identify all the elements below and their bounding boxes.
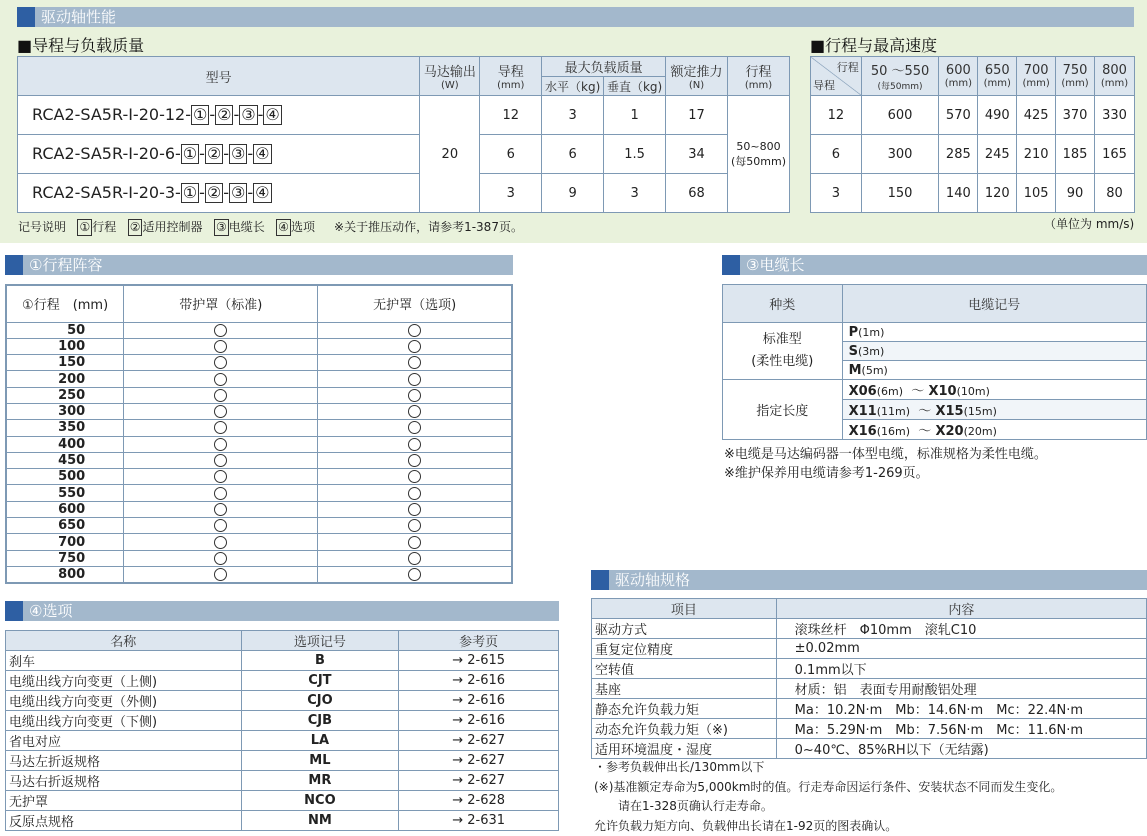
option-page: → 2-627 xyxy=(399,771,559,791)
available-mark-icon xyxy=(408,356,421,369)
available-mark-icon xyxy=(214,487,227,500)
with-cover-cell xyxy=(124,518,318,534)
spec-item: 重复定位精度 xyxy=(592,639,777,659)
vertical-cell: 1.5 xyxy=(604,135,666,174)
with-cover-cell xyxy=(124,387,318,403)
h-cable-code: 电缆记号 xyxy=(842,285,1146,323)
thrust-cell: 17 xyxy=(666,96,728,135)
stroke-row xyxy=(6,550,512,566)
spec-content: Ma：10.2N·m Mb：14.6N·m Mc：22.4N·m xyxy=(776,699,1146,719)
spec-title-bar xyxy=(591,570,1147,590)
without-cover-cell xyxy=(318,518,512,534)
with-cover-cell xyxy=(124,436,318,452)
available-mark-icon xyxy=(214,519,227,532)
model-row xyxy=(18,135,790,174)
options-title: ④选项 xyxy=(29,602,73,620)
option-page: → 2-615 xyxy=(399,651,559,671)
option-page: → 2-627 xyxy=(399,751,559,771)
option-page: → 2-628 xyxy=(399,791,559,811)
horizontal-cell: 9 xyxy=(542,174,604,213)
speed-col-header: 700 (mm) xyxy=(1017,57,1056,96)
stroke-value: 250 xyxy=(6,387,124,403)
speed-col-header: 800 (mm) xyxy=(1095,57,1135,96)
with-cover-cell xyxy=(124,485,318,501)
h-lead: 导程 (mm) xyxy=(480,57,542,96)
without-cover-cell xyxy=(318,355,512,371)
available-mark-icon xyxy=(408,389,421,402)
spec-item: 静态允许负载力矩 xyxy=(592,699,777,719)
option-page: → 2-616 xyxy=(399,711,559,731)
without-cover-cell xyxy=(318,566,512,583)
speed-col-header: 650 (mm) xyxy=(978,57,1017,96)
stroke-value: 200 xyxy=(6,371,124,387)
spec-item: 基座 xyxy=(592,679,777,699)
with-cover-cell xyxy=(124,355,318,371)
spec-item: 空转值 xyxy=(592,659,777,679)
h-without-cover: 无护罩（选项) xyxy=(318,285,512,322)
speed-heading: ■行程与最高速度 xyxy=(810,36,938,55)
stroke-value: 150 xyxy=(6,355,124,371)
cable-code-row: M(5m) xyxy=(842,361,1146,380)
stroke-value: 550 xyxy=(6,485,124,501)
section-marker xyxy=(5,255,23,275)
available-mark-icon xyxy=(408,519,421,532)
stroke-value: 700 xyxy=(6,534,124,550)
spec-item: 动态允许负载力矩（※) xyxy=(592,719,777,739)
stroke-row xyxy=(6,485,512,501)
available-mark-icon xyxy=(214,405,227,418)
available-mark-icon xyxy=(408,405,421,418)
without-cover-cell xyxy=(318,452,512,468)
stroke-row xyxy=(6,420,512,436)
option-page: → 2-627 xyxy=(399,731,559,751)
h-option-name: 名称 xyxy=(6,631,242,651)
spec-row xyxy=(592,659,1147,679)
option-row xyxy=(6,791,559,811)
performance-title: 驱动轴性能 xyxy=(41,8,117,26)
available-mark-icon xyxy=(214,324,227,337)
lead-load-heading: ■导程与负载质量 xyxy=(17,36,145,55)
cable-title-bar xyxy=(722,255,1147,275)
available-mark-icon xyxy=(408,454,421,467)
spec-table xyxy=(591,598,1147,759)
available-mark-icon xyxy=(408,438,421,451)
h-with-cover: 带护罩（标准) xyxy=(124,285,318,322)
stroke-row xyxy=(6,355,512,371)
available-mark-icon xyxy=(214,438,227,451)
lead-load-table xyxy=(17,56,790,213)
h-model: 型号 xyxy=(18,57,420,96)
speed-row: 12 600 570 490 425 370 330 xyxy=(811,96,1135,135)
without-cover-cell xyxy=(318,485,512,501)
available-mark-icon xyxy=(214,454,227,467)
speed-col-header: 600 (mm) xyxy=(939,57,978,96)
spec-item: 驱动方式 xyxy=(592,619,777,639)
with-cover-cell xyxy=(124,534,318,550)
stroke-value: 100 xyxy=(6,338,124,354)
available-mark-icon xyxy=(408,552,421,565)
stroke-value: 650 xyxy=(6,518,124,534)
option-name: 反原点规格 xyxy=(6,811,242,831)
stroke-title-bar xyxy=(5,255,513,275)
option-code: NCO xyxy=(241,791,399,811)
spec-content: ±0.02mm xyxy=(776,639,1146,659)
horizontal-cell: 3 xyxy=(542,96,604,135)
h-option-page: 参考页 xyxy=(399,631,559,651)
option-row xyxy=(6,711,559,731)
h-maxload: 最大负载质量 xyxy=(542,57,666,77)
option-name: 电缆出线方向变更（外侧) xyxy=(6,691,242,711)
stroke-title: ①行程阵容 xyxy=(29,256,103,274)
stroke-value: 300 xyxy=(6,403,124,419)
available-mark-icon xyxy=(408,568,421,581)
with-cover-cell xyxy=(124,403,318,419)
spec-content: 0~40℃、85%RH以下（无结露) xyxy=(776,739,1146,759)
without-cover-cell xyxy=(318,436,512,452)
available-mark-icon xyxy=(214,373,227,386)
stroke-value: 750 xyxy=(6,550,124,566)
model-cell: RCA2-SA5R-I-20-12- ① - ② - ③ - ④ xyxy=(18,96,420,135)
available-mark-icon xyxy=(408,536,421,549)
stroke-row xyxy=(6,518,512,534)
options-table xyxy=(5,630,559,831)
stroke-value: 500 xyxy=(6,469,124,485)
section-marker xyxy=(17,7,35,27)
option-row xyxy=(6,731,559,751)
spec-content: 材质：铝 表面专用耐酸铝处理 xyxy=(776,679,1146,699)
lead-cell: 3 xyxy=(480,174,542,213)
option-code: MR xyxy=(241,771,399,791)
h-spec-item: 项目 xyxy=(592,599,777,619)
without-cover-cell xyxy=(318,403,512,419)
without-cover-cell xyxy=(318,338,512,354)
speed-col-header: 750 (mm) xyxy=(1056,57,1095,96)
stroke-value: 350 xyxy=(6,420,124,436)
thrust-cell: 68 xyxy=(666,174,728,213)
option-page: → 2-631 xyxy=(399,811,559,831)
stroke-value: 800 xyxy=(6,566,124,583)
option-page: → 2-616 xyxy=(399,691,559,711)
model-row xyxy=(18,174,790,213)
available-mark-icon xyxy=(214,470,227,483)
option-code: CJO xyxy=(241,691,399,711)
h-stroke-mm: ①行程 (mm) xyxy=(6,285,124,322)
section-marker xyxy=(591,570,609,590)
cable-code-row: S(3m) xyxy=(842,342,1146,361)
stroke-range-cell: 50~800 (每50mm) xyxy=(727,96,789,213)
available-mark-icon xyxy=(408,373,421,386)
section-marker xyxy=(5,601,23,621)
available-mark-icon xyxy=(408,503,421,516)
option-name: 刹车 xyxy=(6,651,242,671)
speed-col-header: 50 ～550 (每50mm) xyxy=(861,57,939,96)
option-row xyxy=(6,751,559,771)
stroke-row xyxy=(6,469,512,485)
stroke-row xyxy=(6,338,512,354)
option-name: 电缆出线方向变更（上侧) xyxy=(6,671,242,691)
without-cover-cell xyxy=(318,322,512,338)
speed-row: 6 300 285 245 210 185 165 xyxy=(811,135,1135,174)
performance-title-bar xyxy=(17,7,1134,27)
speed-unit-note: （单位为 mm/s) xyxy=(1044,217,1135,231)
without-cover-cell xyxy=(318,371,512,387)
model-row xyxy=(18,96,790,135)
cable-code-row: X16(16m) ～ X20(20m) xyxy=(842,420,1146,440)
model-cell: RCA2-SA5R-I-20-3- ① - ② - ③ - ④ xyxy=(18,174,420,213)
stroke-table xyxy=(5,284,513,584)
spec-title: 驱动轴规格 xyxy=(615,571,691,589)
stroke-row xyxy=(6,566,512,583)
available-mark-icon xyxy=(408,487,421,500)
option-code: NM xyxy=(241,811,399,831)
cable-notes: ※电缆是马达编码器一体型电缆，标准规格为柔性电缆。 ※维护保养用电缆请参考1-269页。 xyxy=(724,447,1047,481)
stroke-value: 400 xyxy=(6,436,124,452)
spec-content: 滚珠丝杆 Φ10mm 滚轧C10 xyxy=(776,619,1146,639)
available-mark-icon xyxy=(408,324,421,337)
available-mark-icon xyxy=(214,568,227,581)
without-cover-cell xyxy=(318,501,512,517)
with-cover-cell xyxy=(124,469,318,485)
stroke-row xyxy=(6,534,512,550)
stroke-row xyxy=(6,403,512,419)
model-cell: RCA2-SA5R-I-20-6- ① - ② - ③ - ④ xyxy=(18,135,420,174)
stroke-row xyxy=(6,387,512,403)
spec-notes: ・参考负载伸出长/130mm以下 (※)基准额定寿命为5,000km时的值。行走寿命因运行条件、安装状态不同而发生变化。 请在1-328页确认行走寿命。 允许负载力矩方向、负载伸出长请在1-92页的图表确认。 xyxy=(594,760,1063,833)
spec-row xyxy=(592,619,1147,639)
without-cover-cell xyxy=(318,550,512,566)
h-motor: 马达输出 (W) xyxy=(420,57,480,96)
spec-content: 0.1mm以下 xyxy=(776,659,1146,679)
section-marker xyxy=(722,255,740,275)
cable-code-row: X11(11m) ～ X15(15m) xyxy=(842,400,1146,420)
with-cover-cell xyxy=(124,371,318,387)
thrust-cell: 34 xyxy=(666,135,728,174)
option-code: CJT xyxy=(241,671,399,691)
option-code: LA xyxy=(241,731,399,751)
cable-type-specified: 指定长度 xyxy=(723,380,843,440)
available-mark-icon xyxy=(408,470,421,483)
speed-table xyxy=(810,56,1135,213)
without-cover-cell xyxy=(318,387,512,403)
available-mark-icon xyxy=(214,536,227,549)
spec-row xyxy=(592,679,1147,699)
with-cover-cell xyxy=(124,501,318,517)
option-code: CJB xyxy=(241,711,399,731)
available-mark-icon xyxy=(214,389,227,402)
available-mark-icon xyxy=(214,503,227,516)
option-name: 省电对应 xyxy=(6,731,242,751)
option-page: → 2-616 xyxy=(399,671,559,691)
option-row xyxy=(6,671,559,691)
with-cover-cell xyxy=(124,550,318,566)
stroke-row xyxy=(6,501,512,517)
option-row xyxy=(6,811,559,831)
cable-type-standard: 标准型 (柔性电缆) xyxy=(723,323,843,380)
available-mark-icon xyxy=(408,421,421,434)
stroke-value: 450 xyxy=(6,452,124,468)
without-cover-cell xyxy=(318,469,512,485)
cable-table xyxy=(722,284,1147,440)
stroke-row xyxy=(6,322,512,338)
with-cover-cell xyxy=(124,566,318,583)
option-row xyxy=(6,651,559,671)
without-cover-cell xyxy=(318,420,512,436)
with-cover-cell xyxy=(124,452,318,468)
available-mark-icon xyxy=(214,356,227,369)
option-name: 电缆出线方向变更（下侧) xyxy=(6,711,242,731)
spec-row xyxy=(592,719,1147,739)
spec-row xyxy=(592,739,1147,759)
without-cover-cell xyxy=(318,534,512,550)
stroke-row xyxy=(6,371,512,387)
stroke-row xyxy=(6,436,512,452)
vertical-cell: 1 xyxy=(604,96,666,135)
spec-item: 适用环境温度・湿度 xyxy=(592,739,777,759)
horizontal-cell: 6 xyxy=(542,135,604,174)
options-title-bar xyxy=(5,601,559,621)
option-row xyxy=(6,771,559,791)
cable-title: ③电缆长 xyxy=(746,256,805,274)
available-mark-icon xyxy=(214,421,227,434)
option-name: 马达右折返规格 xyxy=(6,771,242,791)
spec-row xyxy=(592,639,1147,659)
h-option-code: 选项记号 xyxy=(241,631,399,651)
cable-code-row: P(1m) xyxy=(842,323,1146,342)
stroke-value: 50 xyxy=(6,322,124,338)
h-stroke: 行程 (mm) xyxy=(727,57,789,96)
speed-corner: 行程 导程 xyxy=(811,57,862,96)
legend: 记号说明 ① 行程 ② 适用控制器 ③ 电缆长 ④ 选项 ※关于推压动作，请参考1-387页。 xyxy=(18,220,523,234)
stroke-value: 600 xyxy=(6,501,124,517)
available-mark-icon xyxy=(214,340,227,353)
available-mark-icon xyxy=(214,552,227,565)
h-horizontal: 水平（kg) xyxy=(542,77,604,96)
with-cover-cell xyxy=(124,338,318,354)
h-spec-content: 内容 xyxy=(776,599,1146,619)
with-cover-cell xyxy=(124,420,318,436)
lead-cell: 12 xyxy=(480,96,542,135)
speed-row: 3 150 140 120 105 90 80 xyxy=(811,174,1135,213)
h-thrust: 额定推力 (N) xyxy=(666,57,728,96)
lead-cell: 6 xyxy=(480,135,542,174)
available-mark-icon xyxy=(408,340,421,353)
option-name: 马达左折返规格 xyxy=(6,751,242,771)
h-cable-type: 种类 xyxy=(723,285,843,323)
vertical-cell: 3 xyxy=(604,174,666,213)
spec-content: Ma：5.29N·m Mb：7.56N·m Mc：11.6N·m xyxy=(776,719,1146,739)
option-code: ML xyxy=(241,751,399,771)
motor-cell: 20 xyxy=(420,96,480,213)
cable-code-row: X06(6m) ～ X10(10m) xyxy=(842,380,1146,400)
with-cover-cell xyxy=(124,322,318,338)
spec-row xyxy=(592,699,1147,719)
option-code: B xyxy=(241,651,399,671)
stroke-row xyxy=(6,452,512,468)
option-name: 无护罩 xyxy=(6,791,242,811)
option-row xyxy=(6,691,559,711)
h-vertical: 垂直（kg) xyxy=(604,77,666,96)
